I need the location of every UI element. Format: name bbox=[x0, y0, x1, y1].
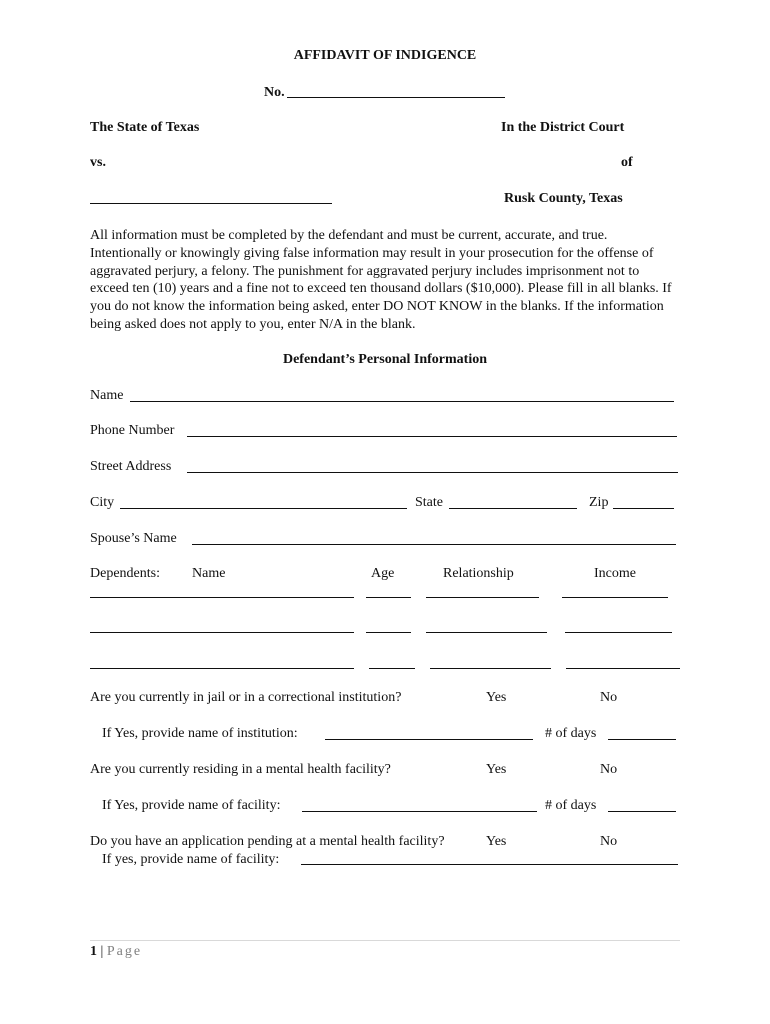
state-label: State bbox=[415, 495, 443, 510]
jail-followup-label: If Yes, provide name of institution: bbox=[102, 726, 298, 741]
mental-days-label: # of days bbox=[545, 798, 597, 813]
dependent-2-relationship-field[interactable] bbox=[426, 632, 547, 633]
pending-facility-field[interactable] bbox=[301, 864, 678, 865]
phone-field[interactable] bbox=[187, 436, 677, 437]
document-title: AFFIDAVIT OF INDIGENCE bbox=[293, 48, 477, 63]
pending-application-question: Do you have an application pending at a mental health facility? bbox=[90, 834, 445, 849]
section-title: Defendant’s Personal Information bbox=[282, 352, 488, 367]
name-label: Name bbox=[90, 388, 124, 403]
district-court: In the District Court bbox=[501, 120, 625, 135]
facility-name-field[interactable] bbox=[302, 811, 537, 812]
page-number: 1 bbox=[90, 944, 97, 959]
dependent-2-income-field[interactable] bbox=[565, 632, 672, 633]
page-footer bbox=[90, 943, 142, 961]
dependents-label: Dependents: bbox=[90, 566, 160, 581]
dependent-3-income-field[interactable] bbox=[566, 668, 680, 669]
institution-name-field[interactable] bbox=[325, 739, 533, 740]
defendant-name-field[interactable] bbox=[90, 203, 332, 204]
instructions-paragraph: All information must be completed by the defendant and must be current, accurate, and true. Intentionally or knowingly giving false information may result in your prosecution for the offense of aggravated perjury, a felony. The punishment for aggravated perjury includes imprisonment not to exceed ten (10) years and a fine not to exceed ten thousand dollars ($10,000). Please fill in all blanks. If you do not know the information being asked, enter DO NOT KNOW in the blanks. If the information being asked does not apply to you, enter N/A in the blank. bbox=[90, 228, 672, 332]
zip-label: Zip bbox=[589, 495, 609, 510]
dependents-col-relationship: Relationship bbox=[443, 566, 514, 581]
dependent-1-income-field[interactable] bbox=[562, 597, 668, 598]
spouse-field[interactable] bbox=[192, 544, 676, 545]
pending-followup-label: If yes, provide name of facility: bbox=[102, 852, 280, 867]
dependent-3-relationship-field[interactable] bbox=[430, 668, 551, 669]
dependents-col-age: Age bbox=[371, 566, 395, 581]
street-label: Street Address bbox=[90, 459, 172, 474]
mental-no-option[interactable]: No bbox=[600, 762, 618, 777]
page-word: Page bbox=[106, 944, 143, 959]
mental-yes-option[interactable]: Yes bbox=[486, 762, 507, 777]
page-separator: | bbox=[100, 944, 104, 959]
mental-health-question: Are you currently residing in a mental health facility? bbox=[90, 762, 391, 777]
street-field[interactable] bbox=[187, 472, 678, 473]
jail-question: Are you currently in jail or in a correctional institution? bbox=[90, 690, 402, 705]
phone-label: Phone Number bbox=[90, 423, 175, 438]
city-label: City bbox=[90, 495, 115, 510]
dependent-1-name-field[interactable] bbox=[90, 597, 354, 598]
dependent-2-name-field[interactable] bbox=[90, 632, 354, 633]
state-of-texas: The State of Texas bbox=[90, 120, 200, 135]
name-field[interactable] bbox=[130, 401, 674, 402]
of-label: of bbox=[621, 155, 633, 170]
dependent-2-age-field[interactable] bbox=[366, 632, 411, 633]
zip-field[interactable] bbox=[613, 508, 674, 509]
spouse-label: Spouse’s Name bbox=[90, 531, 177, 546]
county-label: Rusk County, Texas bbox=[504, 191, 623, 206]
case-number-field[interactable] bbox=[287, 97, 505, 98]
dependents-col-name: Name bbox=[192, 566, 226, 581]
footer-divider bbox=[90, 940, 680, 941]
dependent-3-name-field[interactable] bbox=[90, 668, 354, 669]
jail-days-field[interactable] bbox=[608, 739, 676, 740]
state-field[interactable] bbox=[449, 508, 577, 509]
dependent-3-age-field[interactable] bbox=[369, 668, 415, 669]
dependents-col-income: Income bbox=[594, 566, 636, 581]
city-field[interactable] bbox=[120, 508, 407, 509]
pending-no-option[interactable]: No bbox=[600, 834, 618, 849]
versus-label: vs. bbox=[90, 155, 106, 170]
case-number-label: No. bbox=[264, 85, 285, 100]
dependent-1-age-field[interactable] bbox=[366, 597, 411, 598]
dependent-1-relationship-field[interactable] bbox=[426, 597, 539, 598]
mental-days-field[interactable] bbox=[608, 811, 676, 812]
pending-yes-option[interactable]: Yes bbox=[486, 834, 507, 849]
mental-followup-label: If Yes, provide name of facility: bbox=[102, 798, 281, 813]
jail-no-option[interactable]: No bbox=[600, 690, 618, 705]
jail-days-label: # of days bbox=[545, 726, 597, 741]
jail-yes-option[interactable]: Yes bbox=[486, 690, 507, 705]
